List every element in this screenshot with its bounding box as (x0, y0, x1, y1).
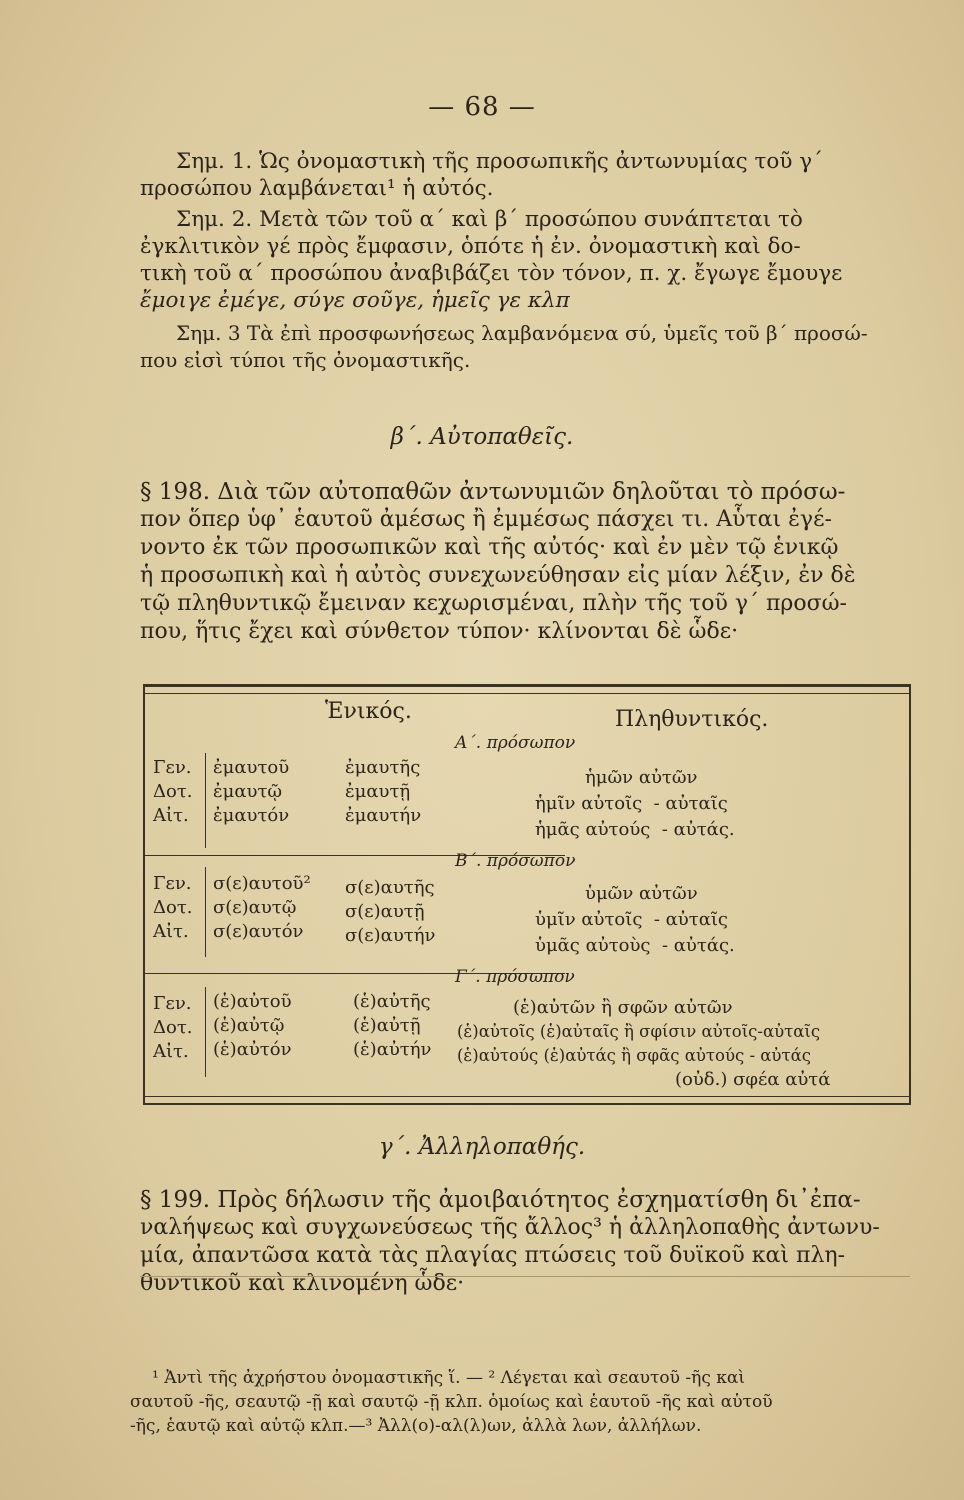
p2-masc-3: σ(ε)αυτόν (213, 921, 304, 942)
p2-plural-3: ὑμᾶς αὐτοὺς - αὐτάς. (535, 935, 735, 956)
section-199-line-3: μία, ἀπαντῶσα κατὰ τὰς πλαγίας πτώσεις τοῦ δυϊκοῦ καὶ πλη- (140, 1243, 846, 1268)
p3-fem-2: (ἑ)αὐτῇ (353, 1015, 421, 1036)
p3-fem-1: (ἑ)αὐτῆς (353, 991, 431, 1012)
section-199 (140, 1186, 910, 1298)
p2-masc-1: σ(ε)αυτοῦ² (213, 873, 311, 894)
declension-table (143, 684, 911, 1105)
p1-case-3: Αἰτ. (153, 805, 189, 826)
section-198-line-5: τῷ πληθυντικῷ ἔμειναν κεχωρισμέναι, πλὴν τῆς τοῦ γ´ προσώ- (140, 591, 847, 616)
note-2-line-3: τικὴ τοῦ α´ προσώπου ἀναβιβάζει τὸν τόνον, π. χ. ἔγωγε ἔμουγε (140, 261, 843, 286)
heading-gamma: γ´. Ἀλληλοπαθής. (378, 1134, 586, 1160)
section-199-line-4: θυντικοῦ καὶ κλινομένη ὧδε· (140, 1271, 465, 1296)
p3-masc-2: (ἑ)αὐτῷ (213, 1015, 285, 1036)
p1-masc-3: ἐμαυτόν (213, 805, 290, 826)
section-198-line-4: ἡ προσωπικὴ καὶ ἡ αὐτὸς συνεχωνεύθησαν εἰς μίαν λέξιν, ἐν δὲ (140, 563, 856, 588)
p2-fem-2: σ(ε)αυτῇ (345, 901, 425, 922)
note-3-line-1: Σημ. 3 Τὰ ἐπὶ προσφωνήσεως λαμβανόμενα σύ, ὑμεῖς τοῦ β´ προσώ- (176, 321, 868, 345)
p2-masc-2: σ(ε)αυτῷ (213, 897, 297, 918)
section-198-line-3: νοντο ἐκ τῶν προσωπικῶν καὶ τῆς αὐτός· καὶ ἐν μὲν τῷ ἑνικῷ (140, 535, 839, 560)
header-plural: Πληθυντικός. (615, 707, 769, 732)
p2-case-2: Δοτ. (153, 897, 193, 918)
p1-masc-1: ἐμαυτοῦ (213, 757, 290, 778)
table-bottom-rule (145, 1096, 909, 1097)
note-1-line-1: Σημ. 1. Ὡς ὀνομαστικὴ τῆς προσωπικῆς ἀντωνυμίας τοῦ γ´ (176, 149, 823, 174)
p1-case-2: Δοτ. (153, 781, 193, 802)
p3-case-3: Αἰτ. (153, 1041, 189, 1062)
person-2-label: Β´. πρόσωπον (455, 851, 576, 871)
notes-block (140, 148, 910, 374)
note-2-line-2: ἐγκλιτικὸν γέ πρὸς ἔμφασιν, ὁπότε ἡ ἐν. ὀνομαστικὴ καὶ δο- (140, 234, 801, 259)
p1-fem-3: ἐμαυτήν (345, 805, 422, 826)
col-sep-3 (205, 987, 206, 1077)
p1-fem-1: ἐμαυτῆς (345, 757, 421, 778)
p1-masc-2: ἐμαυτῷ (213, 781, 283, 802)
page-number: — 68 — (428, 92, 536, 122)
footnote-line-2: σαυτοῦ -ῆς, σεαυτῷ -ῇ καὶ σαυτῷ -ῇ κλπ. ὁμοίως καὶ ἑαυτοῦ -ῆς καὶ αὑτοῦ (130, 1392, 773, 1412)
person-3-label: Γ´. πρόσωπον (455, 967, 575, 987)
p2-case-1: Γεν. (153, 873, 192, 894)
p3-fem-3: (ἑ)αὐτήν (353, 1039, 432, 1060)
person-1-label: Α´. πρόσωπον (455, 733, 576, 753)
p2-fem-1: σ(ε)αυτῆς (345, 877, 435, 898)
p3-case-2: Δοτ. (153, 1017, 193, 1038)
table-top-rule (145, 693, 909, 694)
section-198-line-6: που, ἥτις ἔχει καὶ σύνθετον τύπον· κλίνονται δὲ ὧδε· (140, 619, 739, 644)
footnotes (130, 1366, 910, 1438)
p3-neuter: (οὐδ.) σφέα αὐτά (675, 1069, 831, 1090)
p2-plural-1: ὑμῶν αὐτῶν (585, 883, 698, 904)
section-198-line-1: § 198. Διὰ τῶν αὐτοπαθῶν ἀντωνυμιῶν δηλοῦται τὸ πρόσω- (140, 479, 846, 505)
footnote-rule (140, 1276, 910, 1277)
p3-masc-3: (ἑ)αὐτόν (213, 1039, 292, 1060)
note-3-line-2: που εἰσὶ τύποι τῆς ὀνομαστικῆς. (140, 348, 471, 372)
section-198 (140, 478, 910, 646)
p2-plural-2: ὑμῖν αὐτοῖς - αὐταῖς (535, 909, 728, 930)
note-2-line-4: ἔμοιγε ἐμέγε, σύγε σοῦγε, ἡμεῖς γε κλπ (140, 288, 570, 313)
p1-case-1: Γεν. (153, 757, 192, 778)
p3-plural-3: (ἑ)αὐτούς (ἑ)αὐτάς ἢ σφᾶς αὐτούς - αὐτάς (457, 1046, 811, 1065)
note-1-line-2: προσώπου λαμβάνεται¹ ἡ αὐτός. (140, 176, 494, 201)
p1-fem-2: ἐμαυτῇ (345, 781, 411, 802)
heading-beta: β´. Αὐτοπαθεῖς. (390, 424, 574, 450)
col-sep-2 (205, 867, 206, 957)
section-199-line-1: § 199. Πρὸς δήλωσιν τῆς ἀμοιβαιότητος ἐσχηματίσθη δι᾽ἐπα- (140, 1187, 861, 1213)
note-2-line-1: Σημ. 2. Μετὰ τῶν τοῦ α´ καὶ β´ προσώπου συνάπτεται τὸ (176, 207, 803, 232)
p1-plural-1: ἡμῶν αὐτῶν (585, 767, 698, 788)
p3-masc-1: (ἑ)αὐτοῦ (213, 991, 292, 1012)
p2-case-3: Αἰτ. (153, 921, 189, 942)
p3-plural-2: (ἑ)αὐτοῖς (ἑ)αὐταῖς ἢ σφίσιν αὐτοῖς-αὐταῖς (457, 1022, 821, 1041)
col-sep-1 (205, 753, 206, 848)
p3-plural-1: (ἑ)αὐτῶν ἢ σφῶν αὐτῶν (513, 997, 733, 1018)
footnote-line-1: ¹ Ἀντὶ τῆς ἀχρήστου ὀνομαστικῆς ἵ. — ² Λέγεται καὶ σεαυτοῦ -ῆς καὶ (152, 1368, 746, 1388)
section-198-line-2: πον ὅπερ ὑφ᾽ ἑαυτοῦ ἀμέσως ἢ ἐμμέσως πάσχει τι. Αὗται ἐγέ- (140, 507, 832, 532)
footnote-line-3: -ῆς, ἑαυτῷ καὶ αὑτῷ κλπ.—³ Ἀλλ(ο)-αλ(λ)ων, ἀλλὰ λων, ἀλλήλων. (130, 1416, 702, 1436)
p2-fem-3: σ(ε)αυτήν (345, 925, 436, 946)
p3-case-1: Γεν. (153, 993, 192, 1014)
header-singular: Ἑνικός. (325, 699, 412, 724)
p1-plural-2: ἡμῖν αὐτοῖς - αὐταῖς (535, 793, 728, 814)
section-199-line-2: ναλήψεως καὶ συγχωνεύσεως τῆς ἄλλος³ ἡ ἀλληλοπαθὴς ἀντωνυ- (140, 1215, 880, 1240)
p1-plural-3: ἡμᾶς αὐτούς - αὐτάς. (535, 819, 735, 840)
